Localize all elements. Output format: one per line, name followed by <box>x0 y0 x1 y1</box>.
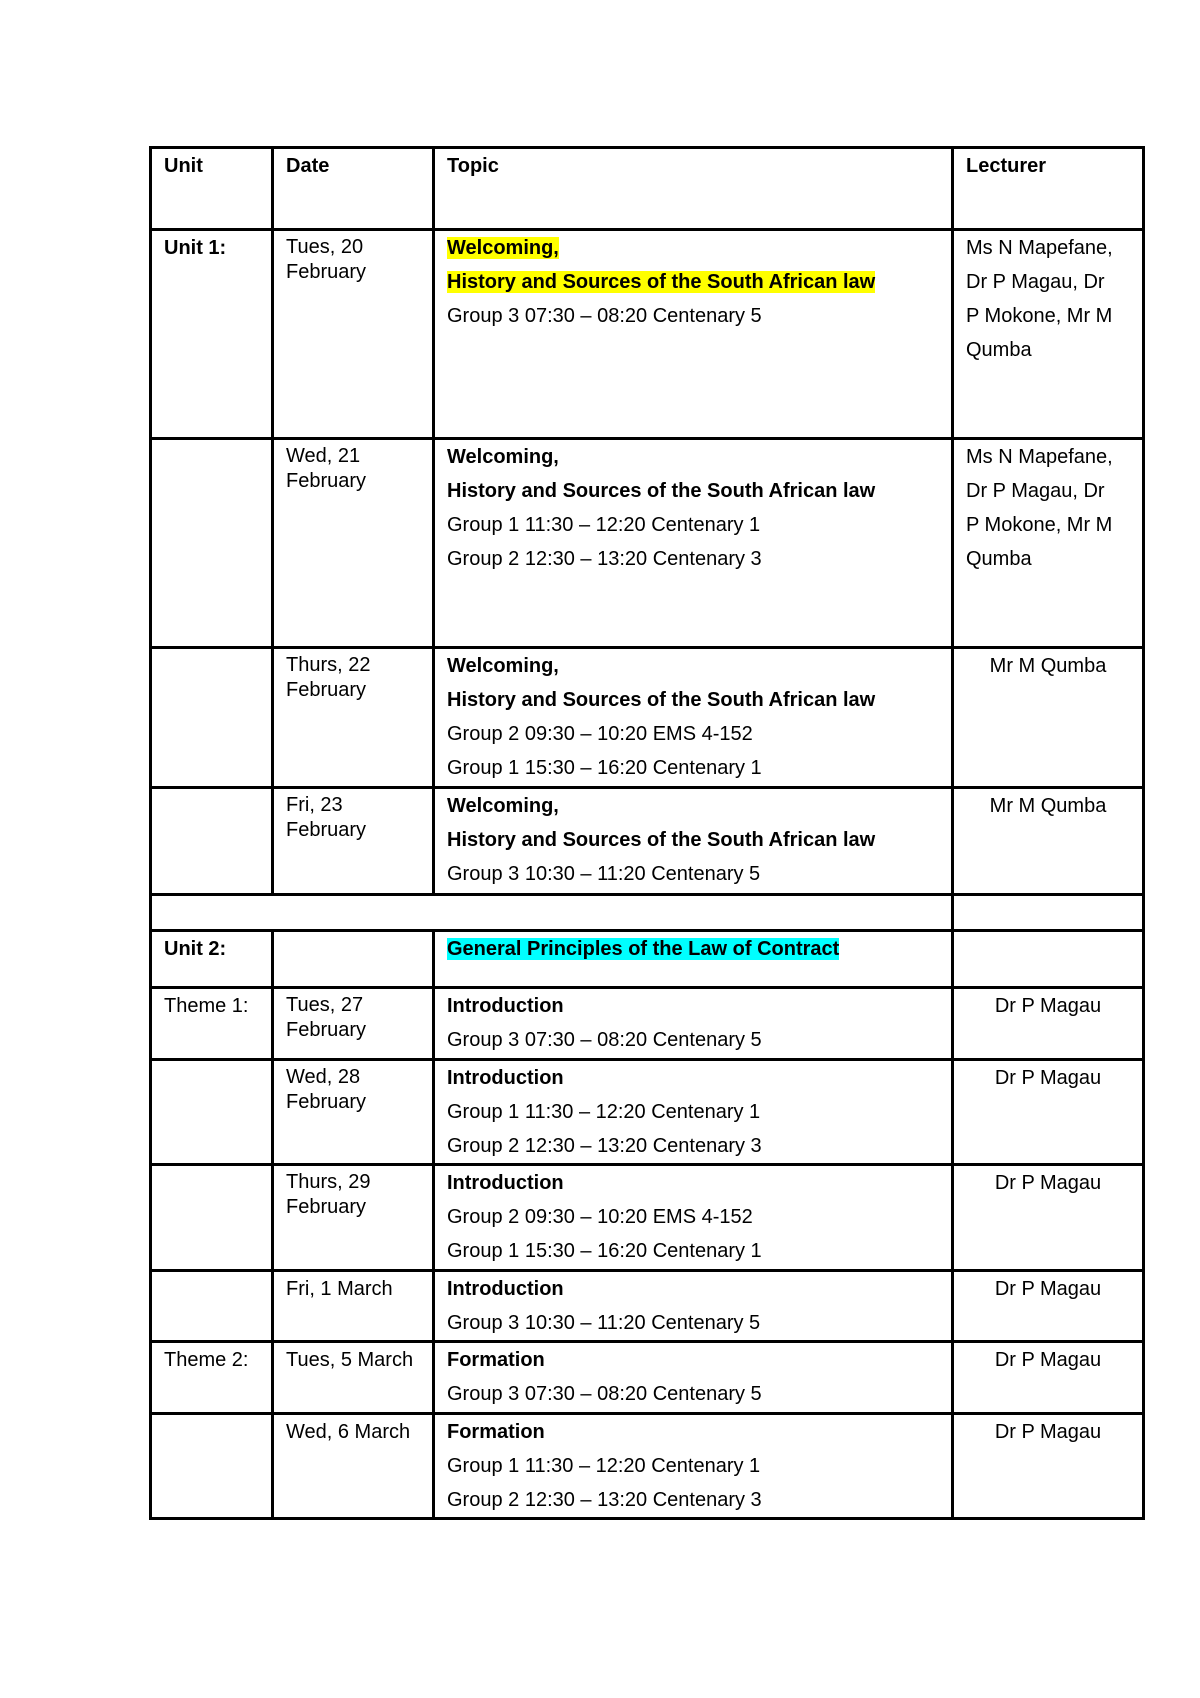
topic-cell <box>434 230 953 439</box>
table-row <box>151 1165 1144 1271</box>
table-row <box>151 788 1144 895</box>
lecturer-cell <box>953 230 1144 439</box>
group-session: Group 3 07:30 – 08:20 Centenary 5 <box>447 305 762 327</box>
header-row <box>151 148 1144 230</box>
date-line-1: Wed, 21 <box>286 445 361 467</box>
date-line-1: Tues, 5 March <box>286 1349 414 1371</box>
lecturer-line: Mr M Qumba <box>989 655 1107 677</box>
date-cell <box>273 1414 434 1519</box>
group-session: Group 1 11:30 – 12:20 Centenary 1 <box>447 1455 761 1477</box>
topic-title: General Principles of the Law of Contract <box>447 938 840 960</box>
date-line-1: Thurs, 22 <box>286 654 371 676</box>
table-row <box>151 1060 1144 1165</box>
topic-title: Introduction <box>447 1067 564 1089</box>
lecturer-cell <box>953 1271 1144 1342</box>
date-cell <box>273 988 434 1060</box>
header-lecturer <box>953 148 1144 230</box>
lecturer-cell <box>953 1342 1144 1414</box>
date-line-2: February <box>286 261 367 283</box>
unit-cell <box>151 1271 273 1342</box>
topic-cell <box>434 1165 953 1271</box>
date-cell <box>273 1271 434 1342</box>
unit-cell <box>151 230 273 439</box>
date-cell <box>273 1060 434 1165</box>
unit-cell <box>151 1342 273 1414</box>
unit-label: Theme 2: <box>164 1349 249 1371</box>
date-line-1: Fri, 1 March <box>286 1278 393 1300</box>
unit-cell <box>151 439 273 648</box>
unit-label: Theme 1: <box>164 995 249 1017</box>
unit-label: Unit 1: <box>164 237 227 259</box>
topic-cell <box>434 1060 953 1165</box>
spacer-row <box>151 895 1144 931</box>
lecturer-line: Dr P Magau <box>994 1067 1102 1089</box>
spacer-cell <box>151 895 953 931</box>
date-line-1: Tues, 20 <box>286 236 364 258</box>
date-cell <box>273 788 434 895</box>
schedule-table <box>149 146 1145 1520</box>
lecturer-line: Dr P Magau <box>994 1349 1102 1371</box>
lecturer-line: Dr P Magau, Dr <box>966 271 1105 293</box>
topic-title: Formation <box>447 1421 545 1443</box>
unit-cell <box>151 988 273 1060</box>
topic-cell <box>434 788 953 895</box>
lecturer-line: Qumba <box>966 548 1032 570</box>
date-cell <box>273 931 434 988</box>
topic-cell <box>434 648 953 788</box>
topic-title: Introduction <box>447 1172 564 1194</box>
table-row <box>151 648 1144 788</box>
lecturer-cell <box>953 439 1144 648</box>
group-session: Group 2 09:30 – 10:20 EMS 4-152 <box>447 723 753 745</box>
date-line-2: February <box>286 819 367 841</box>
table-row <box>151 230 1144 439</box>
unit-cell <box>151 931 273 988</box>
header-topic <box>434 148 953 230</box>
lecturer-cell <box>953 648 1144 788</box>
lecturer-cell <box>953 1060 1144 1165</box>
date-line-1: Wed, 6 March <box>286 1421 411 1443</box>
header-lecturer-label: Lecturer <box>966 155 1047 177</box>
header-date-label: Date <box>286 155 330 177</box>
lecturer-line: Mr M Qumba <box>989 795 1107 817</box>
topic-title: Formation <box>447 1349 545 1371</box>
group-session: Group 1 15:30 – 16:20 Centenary 1 <box>447 757 762 779</box>
lecturer-line: P Mokone, Mr M <box>966 305 1113 327</box>
lecturer-line: Ms N Mapefane, <box>966 446 1113 468</box>
group-session: Group 2 09:30 – 10:20 EMS 4-152 <box>447 1206 753 1228</box>
group-session: Group 2 12:30 – 13:20 Centenary 3 <box>447 1135 762 1157</box>
lecturer-cell <box>953 931 1144 988</box>
group-session: Group 1 15:30 – 16:20 Centenary 1 <box>447 1240 762 1262</box>
date-line-1: Thurs, 29 <box>286 1171 371 1193</box>
table-row <box>151 931 1144 988</box>
topic-cell <box>434 988 953 1060</box>
group-session: Group 3 10:30 – 11:20 Centenary 5 <box>447 1312 761 1334</box>
group-session: Group 3 07:30 – 08:20 Centenary 5 <box>447 1383 762 1405</box>
group-session: Group 2 12:30 – 13:20 Centenary 3 <box>447 548 762 570</box>
header-unit-label: Unit <box>164 155 203 177</box>
date-line-1: Tues, 27 <box>286 994 364 1016</box>
lecturer-line: P Mokone, Mr M <box>966 514 1113 536</box>
date-cell <box>273 648 434 788</box>
topic-title: Welcoming, <box>447 655 559 677</box>
unit-cell <box>151 1165 273 1271</box>
lecturer-cell <box>953 788 1144 895</box>
unit-label: Unit 2: <box>164 938 227 960</box>
group-session: Group 1 11:30 – 12:20 Centenary 1 <box>447 1101 761 1123</box>
date-cell <box>273 1165 434 1271</box>
topic-cell <box>434 1414 953 1519</box>
date-cell <box>273 439 434 648</box>
date-line-2: February <box>286 679 367 701</box>
topic-subtitle: History and Sources of the South African law <box>447 480 876 502</box>
lecturer-line: Dr P Magau <box>994 1172 1102 1194</box>
topic-subtitle: History and Sources of the South African law <box>447 271 876 293</box>
header-unit <box>151 148 273 230</box>
unit-cell <box>151 788 273 895</box>
header-topic-label: Topic <box>447 155 499 177</box>
group-session: Group 3 07:30 – 08:20 Centenary 5 <box>447 1029 762 1051</box>
topic-cell <box>434 1271 953 1342</box>
unit-cell <box>151 648 273 788</box>
topic-title: Introduction <box>447 1278 564 1300</box>
unit-cell <box>151 1414 273 1519</box>
spacer-cell <box>953 895 1144 931</box>
table-row <box>151 988 1144 1060</box>
date-line-1: Wed, 28 <box>286 1066 361 1088</box>
table-row <box>151 1414 1144 1519</box>
table-row <box>151 1271 1144 1342</box>
group-session: Group 2 12:30 – 13:20 Centenary 3 <box>447 1489 762 1511</box>
lecturer-line: Qumba <box>966 339 1032 361</box>
date-line-2: February <box>286 1091 367 1113</box>
lecturer-cell <box>953 1414 1144 1519</box>
group-session: Group 1 11:30 – 12:20 Centenary 1 <box>447 514 761 536</box>
lecturer-line: Dr P Magau, Dr <box>966 480 1105 502</box>
topic-subtitle: History and Sources of the South African law <box>447 829 876 851</box>
date-cell <box>273 230 434 439</box>
lecturer-cell <box>953 988 1144 1060</box>
group-session: Group 3 10:30 – 11:20 Centenary 5 <box>447 863 761 885</box>
topic-title: Welcoming, <box>447 446 559 468</box>
topic-title: Introduction <box>447 995 564 1017</box>
unit-cell <box>151 1060 273 1165</box>
date-line-2: February <box>286 470 367 492</box>
lecturer-line: Dr P Magau <box>994 1421 1102 1443</box>
topic-subtitle: History and Sources of the South African law <box>447 689 876 711</box>
date-line-2: February <box>286 1019 367 1041</box>
topic-cell <box>434 931 953 988</box>
date-line-2: February <box>286 1196 367 1218</box>
lecturer-line: Ms N Mapefane, <box>966 237 1113 259</box>
table-row <box>151 439 1144 648</box>
header-date <box>273 148 434 230</box>
lecturer-line: Dr P Magau <box>994 995 1102 1017</box>
topic-cell <box>434 1342 953 1414</box>
table-row <box>151 1342 1144 1414</box>
topic-title: Welcoming, <box>447 795 559 817</box>
lecturer-cell <box>953 1165 1144 1271</box>
date-cell <box>273 1342 434 1414</box>
lecturer-line: Dr P Magau <box>994 1278 1102 1300</box>
date-line-1: Fri, 23 <box>286 794 343 816</box>
topic-cell <box>434 439 953 648</box>
topic-title: Welcoming, <box>447 237 559 259</box>
